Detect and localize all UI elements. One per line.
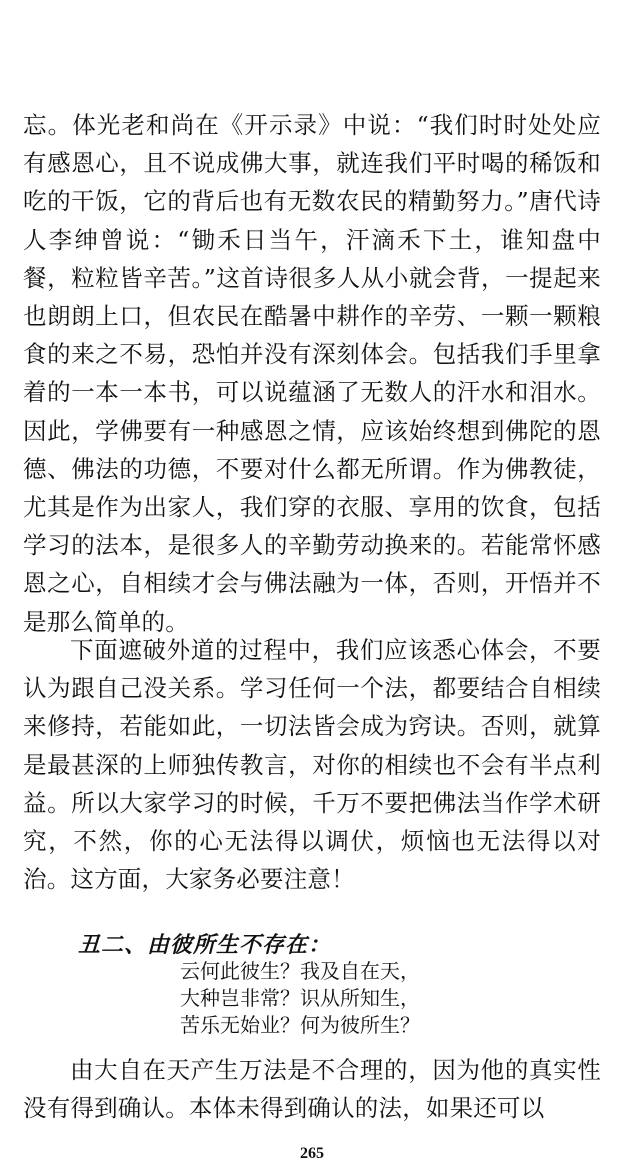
verse-line-1: 云何此彼生？我及自在天， bbox=[180, 959, 420, 983]
verse-line-2: 大种岂非常？识从所知生， bbox=[180, 986, 420, 1010]
body-paragraph-2: 下面遮破外道的过程中，我们应该悉心体会，不要认为跟自己没关系。学习任何一个法，都要结合自相续来修持，若能如此，一切法皆会成为窍诀。否则，就算是最甚深的上师独传教言，对你的相续也不会有半点利益。所以大家学习的时候，千万不要把佛法当作学术研究，不然，你的心无法得以调伏，烦恼也无法得以对治。这方面，大家务必要注意！ bbox=[23, 636, 601, 894]
verse-line-3: 苦乐无始业？何为彼所生？ bbox=[180, 1013, 420, 1037]
body-paragraph-1: 忘。体光老和尚在《开示录》中说：“我们时时处处应有感恩心，且不说成佛大事，就连我们平时喝的稀饭和吃的干饭，它的背后也有无数农民的精勤努力。”唐代诗人李绅曾说：“锄禾日当午，汗滴禾下土，谁知盘中餐，粒粒皆辛苦。”这首诗很多人从小就会背，一提起来也朗朗上口，但农民在酷暑中耕作的辛劳、一颗一颗粮食的来之不易，恐怕并没有深刻体会。包括我们手里拿着的一本一本书，可以说蕴涵了无数人的汗水和泪水。因此，学佛要有一种感恩之情，应该始终想到佛陀的恩德、佛法的功德，不要对什么都无所谓。作为佛教徒，尤其是作为出家人，我们穿的衣服、享用的饮食，包括学习的法本，是很多人的辛勤劳动换来的。若能常怀感恩之心，自相续才会与佛法融为一体，否则，开悟并不是那么简单的。 bbox=[23, 111, 601, 636]
verse-block bbox=[180, 958, 540, 1039]
body-paragraph-3: 由大自在天产生万法是不合理的，因为他的真实性没有得到确认。本体未得到确认的法，如果还可以 bbox=[23, 1056, 601, 1123]
section-heading: 丑二、由彼所生不存在： bbox=[78, 932, 332, 958]
page-number: 265 bbox=[300, 1145, 324, 1162]
